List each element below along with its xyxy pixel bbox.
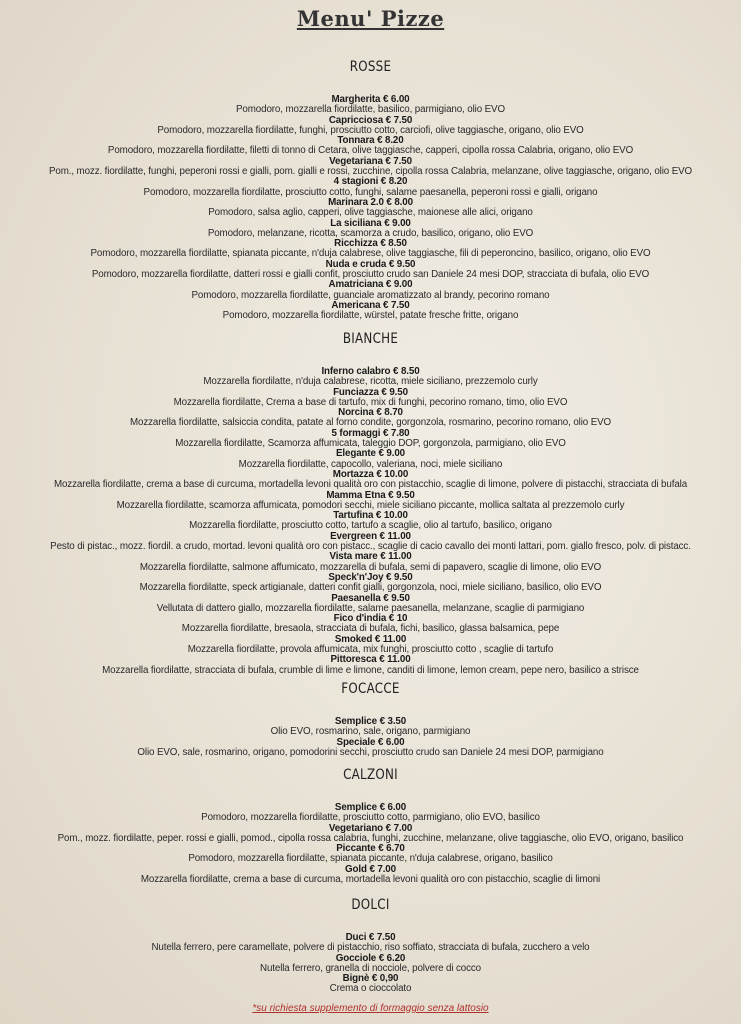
item-name-price: Vegetariana € 7.50 bbox=[329, 155, 412, 167]
item-name-price: Mortazza € 10.00 bbox=[332, 468, 409, 480]
item-description: Pom., mozz. fiordilatte, funghi, peperoni rossi e gialli, pom. gialli e rossi, zucchine, cipolla rossa Calabria, melanzane, olive taggiasche, origano, olio EVO bbox=[48, 166, 693, 178]
item-description: Mozzarella fiordilatte, salsiccia condita, patate al forno condite, gorgonzola, rosmarino, pecorino romano, olio EVO bbox=[129, 417, 612, 429]
item-description: Mozzarella fiordilatte, crema a base di curcuma, mortadella levoni qualità oro con pistacchio, scaglie di limoni bbox=[140, 874, 601, 886]
menu-section-calzoni bbox=[0, 766, 741, 885]
item-name-price: Piccante € 6.70 bbox=[336, 843, 405, 855]
section-heading: BIANCHE bbox=[342, 331, 399, 347]
item-name-price: Duci € 7.50 bbox=[345, 932, 396, 943]
item-description: Pomodoro, mozzarella fiordilatte, funghi, prosciutto cotto, carciofi, olive taggiasche, origano, olio EVO bbox=[157, 124, 584, 136]
menu-item bbox=[0, 954, 741, 975]
item-description: Mozzarella fiordilatte, crema a base di curcuma, mortadella levoni qualità oro con pistacchio, scaglie di limone, polvere di pistacchi, stracciata di bufala bbox=[53, 479, 688, 491]
item-description: Mozzarella fiordilatte, Crema a base di tartufo, mix di funghi, pecorino romano, timo, olio EVO bbox=[173, 396, 568, 408]
item-description: Crema o cioccolato bbox=[329, 983, 412, 995]
section-heading: FOCACCE bbox=[341, 681, 400, 697]
menu-item bbox=[0, 95, 741, 116]
item-description: Pomodoro, salsa aglio, capperi, olive taggiasche, maionese alle alici, origano bbox=[208, 207, 533, 219]
item-name-price: Ricchizza € 8.50 bbox=[334, 238, 407, 250]
item-name-price: Paesanella € 9.50 bbox=[331, 592, 410, 604]
footnote: *su richiesta supplemento di formaggio senza lattosio bbox=[252, 1003, 489, 1014]
menu-section-dolci bbox=[0, 896, 741, 995]
item-description: Nutella ferrero, pere caramellate, polvere di pistacchio, riso soffiato, stracciata di bufala, zucchero a velo bbox=[151, 942, 590, 954]
item-description: Pomodoro, mozzarella fiordilatte, prosciutto cotto, parmigiano, olio EVO, basilico bbox=[201, 812, 540, 824]
item-description: Olio EVO, sale, rosmarino, origano, pomodorini secchi, prosciutto crudo san Daniele 24 mesi DOP, parmigiano bbox=[137, 746, 604, 758]
item-name-price: Vegetariano € 7.00 bbox=[328, 822, 413, 834]
item-description: Pomodoro, melanzane, ricotta, scamorza a crudo, basilico, origano, olio EVO bbox=[207, 227, 534, 239]
menu-item bbox=[0, 511, 741, 532]
menu-item bbox=[0, 552, 741, 573]
menu-item bbox=[0, 573, 741, 594]
item-description: Pomodoro, mozzarella fiordilatte, basilico, parmigiano, olio EVO bbox=[236, 104, 505, 116]
menu-section-rosse bbox=[0, 58, 741, 322]
item-description: Mozzarella fiordilatte, Scamorza affumicata, taleggio DOP, gorgonzola, parmigiano, olio EVO bbox=[175, 438, 566, 450]
item-name-price: Bignè € 0,90 bbox=[342, 973, 399, 985]
item-name-price: Tonnara € 8.20 bbox=[337, 135, 404, 147]
item-name-price: 5 formaggi € 7.80 bbox=[331, 427, 410, 439]
item-name-price: Funciazza € 9.50 bbox=[333, 386, 408, 398]
menu-item bbox=[0, 429, 741, 450]
menu-section-bianche bbox=[0, 330, 741, 676]
item-name-price: Norcina € 8.70 bbox=[338, 407, 403, 419]
menu-item bbox=[0, 865, 741, 886]
item-name-price: La siciliana € 9.00 bbox=[330, 217, 411, 229]
item-name-price: Evergreen € 11.00 bbox=[330, 530, 411, 542]
menu-item bbox=[0, 738, 741, 759]
item-name-price: Pittoresca € 11.00 bbox=[330, 654, 411, 666]
item-name-price: Gold € 7.00 bbox=[345, 863, 396, 875]
item-description: Vellutata di dattero giallo, mozzarella fiordilatte, salame paesanella, melanzane, scaglie di parmigiano bbox=[156, 602, 585, 614]
item-description: Pomodoro, mozzarella fiordilatte, prosciutto cotto, funghi, salame paesanella, peperoni rossi e gialli, origano bbox=[143, 186, 598, 198]
menu-item bbox=[0, 635, 741, 656]
menu-item bbox=[0, 470, 741, 491]
item-description: Pomodoro, mozzarella fiordilatte, filetti di tonno di Cetara, olive taggiasche, capperi, cipolla rossa Calabria, origano, olio EVO bbox=[107, 145, 634, 157]
menu-item bbox=[0, 974, 741, 995]
item-name-price: Smoked € 11.00 bbox=[334, 633, 407, 645]
item-name-price: Amatriciana € 9.00 bbox=[328, 279, 413, 291]
item-description: Mozzarella fiordilatte, prosciutto cotto, tartufo a scaglie, olio al tartufo, basilico, origano bbox=[189, 520, 552, 532]
menu-item bbox=[0, 280, 741, 301]
item-description: Pomodoro, mozzarella fiordilatte, würstel, patate fresche fritte, origano bbox=[222, 310, 519, 322]
menu-item bbox=[0, 803, 741, 824]
menu-item bbox=[0, 717, 741, 738]
page-title: Menu' Pizze bbox=[296, 6, 445, 31]
item-description: Mozzarella fiordilatte, speck artigianale, datteri confit gialli, gorgonzola, noci, miele siciliano, basilico, olio EVO bbox=[139, 582, 602, 594]
item-description: Mozzarella fiordilatte, n'duja calabrese, ricotta, miele siciliano, prezzemolo curly bbox=[203, 376, 538, 388]
item-description: Mozzarella fiordilatte, scamorza affumicata, pomodori secchi, miele siciliano piccante, mollica saltata al prezzemolo curly bbox=[116, 499, 625, 511]
menu-item bbox=[0, 239, 741, 260]
item-description: Pomodoro, mozzarella fiordilatte, spianata piccante, n'duja calabrese, olive taggiasche, fili di peperoncino, basilico, origano, olio EVO bbox=[90, 248, 651, 260]
item-description: Mozzarella fiordilatte, provola affumicata, mix funghi, prosciutto cotto , scaglie di tartufo bbox=[187, 644, 554, 656]
item-name-price: Marinara 2.0 € 8.00 bbox=[328, 196, 413, 208]
menu-item bbox=[0, 116, 741, 137]
item-description: Pomodoro, mozzarella fiordilatte, datteri rossi e gialli confit, prosciutto crudo san Daniele 24 mesi DOP, stracciata di bufala, olio EVO bbox=[91, 269, 650, 281]
item-name-price: Inferno calabro € 8.50 bbox=[321, 366, 420, 377]
item-description: Mozzarella fiordilatte, stracciata di bufala, crumble di lime e limone, canditi di limone, lemon cream, pepe nero, basilico a strisce bbox=[102, 664, 639, 676]
item-description: Nutella ferrero, granella di nocciole, polvere di cocco bbox=[259, 962, 482, 974]
menu-item bbox=[0, 824, 741, 845]
item-description: Olio EVO, rosmarino, sale, origano, parmigiano bbox=[270, 726, 471, 738]
menu-item bbox=[0, 388, 741, 409]
menu-item bbox=[0, 594, 741, 615]
item-name-price: Fico d'india € 10 bbox=[333, 613, 408, 625]
section-heading: CALZONI bbox=[343, 767, 398, 783]
item-description: Mozzarella fiordilatte, capocollo, valeriana, noci, miele siciliano bbox=[238, 458, 503, 470]
menu-item bbox=[0, 614, 741, 635]
menu-item bbox=[0, 136, 741, 157]
menu-item bbox=[0, 491, 741, 512]
menu-item bbox=[0, 219, 741, 240]
menu-section-focacce bbox=[0, 680, 741, 758]
menu-item bbox=[0, 532, 741, 553]
menu-item bbox=[0, 933, 741, 954]
menu-item bbox=[0, 198, 741, 219]
menu-item bbox=[0, 408, 741, 429]
item-description: Pesto di pistac., mozz. fiordil. a crudo, mortad. levoni qualità oro con pistacc., scaglie di cacio cavallo dei monti lattari, pom. giallo fresco, polv. di pistacc. bbox=[50, 541, 691, 553]
item-description: Mozzarella fiordilatte, salmone affumicato, mozzarella di bufala, semi di papavero, scaglie di limone, olio EVO bbox=[139, 561, 602, 573]
item-name-price: 4 stagioni € 8.20 bbox=[333, 176, 408, 188]
item-name-price: Capricciosa € 7.50 bbox=[328, 114, 413, 126]
menu-item bbox=[0, 177, 741, 198]
menu-item bbox=[0, 301, 741, 322]
item-name-price: Margherita € 6.00 bbox=[331, 94, 410, 105]
item-name-price: Vista mare € 11.00 bbox=[329, 551, 412, 563]
item-description: Pom., mozz. fiordilatte, peper. rossi e gialli, pomod., cipolla rossa calabria, funghi, zucchine, melanzane, olive taggiasche, olio EVO, origano, basilico bbox=[57, 832, 684, 844]
item-name-price: Speciale € 6.00 bbox=[336, 736, 405, 748]
item-name-price: Mamma Etna € 9.50 bbox=[326, 489, 415, 501]
item-name-price: Tartufina € 10.00 bbox=[333, 510, 408, 522]
item-description: Pomodoro, mozzarella fiordilatte, guanciale aromatizzato al brandy, pecorino romano bbox=[191, 289, 550, 301]
menu-item bbox=[0, 655, 741, 676]
menu-item bbox=[0, 844, 741, 865]
menu-item bbox=[0, 260, 741, 281]
item-description: Mozzarella fiordilatte, bresaola, stracciata di bufala, fichi, basilico, glassa balsamica, pepe bbox=[181, 623, 560, 635]
menu-item bbox=[0, 157, 741, 178]
item-name-price: Semplice € 3.50 bbox=[334, 716, 407, 727]
item-description: Pomodoro, mozzarella fiordilatte, spianata piccante, n'duja calabrese, origano, basilico bbox=[188, 853, 553, 865]
menu-item bbox=[0, 449, 741, 470]
menu-item bbox=[0, 367, 741, 388]
item-name-price: Nuda e cruda € 9.50 bbox=[325, 258, 416, 270]
section-heading: ROSSE bbox=[349, 59, 392, 75]
item-name-price: Speck'n'Joy € 9.50 bbox=[328, 571, 413, 583]
item-name-price: Semplice € 6.00 bbox=[334, 802, 407, 813]
item-name-price: Elegante € 9.00 bbox=[336, 448, 405, 460]
item-name-price: Gocciole € 6.20 bbox=[335, 952, 406, 964]
section-heading: DOLCI bbox=[351, 897, 390, 913]
item-name-price: Americana € 7.50 bbox=[331, 299, 410, 311]
